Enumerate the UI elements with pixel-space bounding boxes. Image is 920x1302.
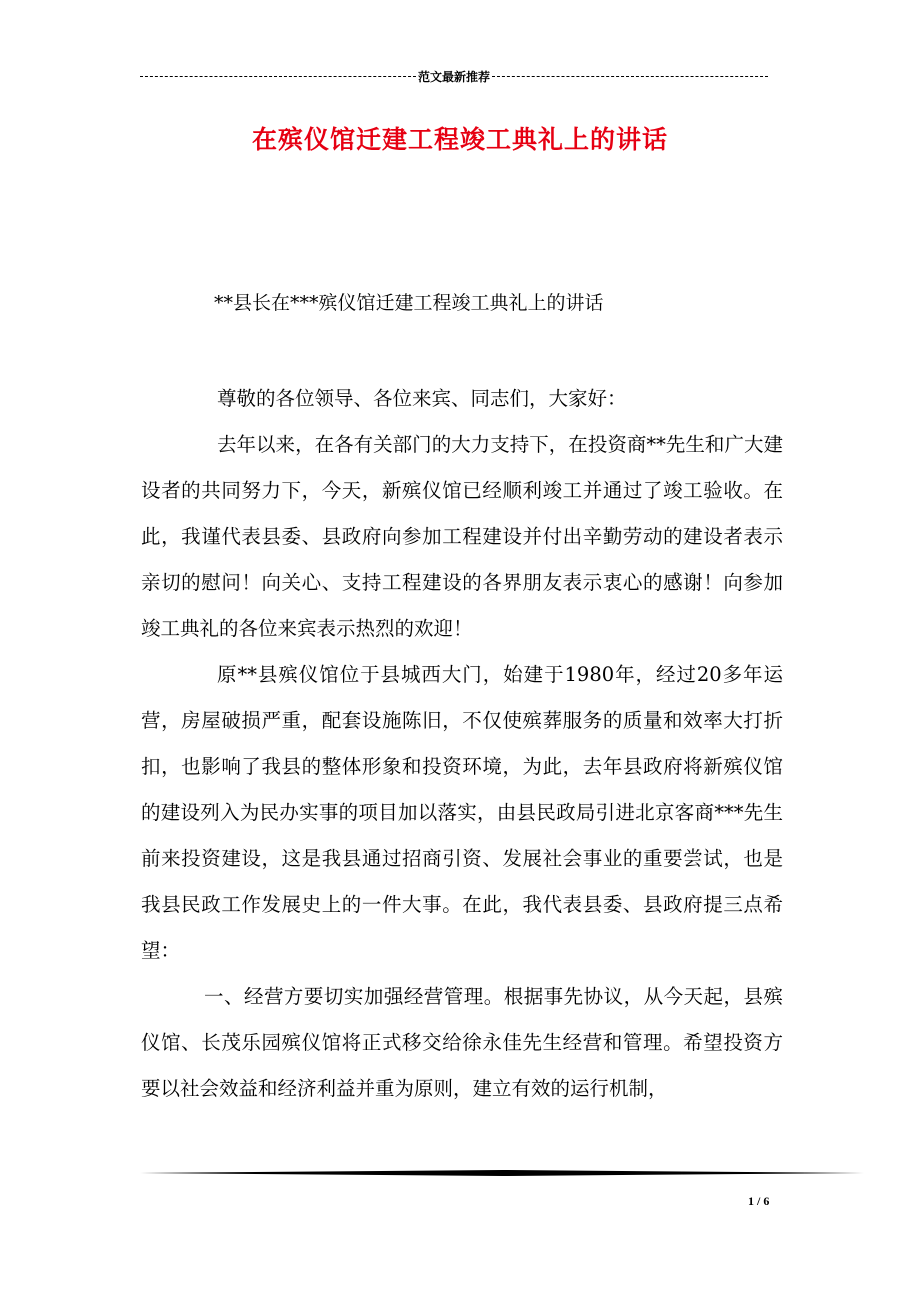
document-subtitle: **县长在***殡仪馆迁建工程竣工典礼上的讲话 bbox=[214, 292, 604, 314]
document-title: 在殡仪馆迁建工程竣工典礼上的讲话 bbox=[251, 125, 668, 154]
document-body bbox=[141, 376, 783, 1112]
body-paragraph: 去年以来，在各有关部门的大力支持下，在投资商**先生和广大建设者的共同努力下，今天，新殡仪馆已经顺利竣工并通过了竣工验收。在此，我谨代表县委、县政府向参加工程建设并付出辛勤劳动的建设者表示亲切的慰问！向关心、支持工程建设的各界朋友表示衷心的感谢！向参加竣工典礼的各位来宾表示热烈的欢迎！ bbox=[141, 433, 783, 640]
header-dashed-line-left bbox=[140, 76, 416, 77]
header-dashed-line-right bbox=[492, 76, 768, 77]
page-number: 1 / 6 bbox=[748, 1194, 770, 1208]
footer-divider bbox=[140, 1170, 864, 1176]
page-header bbox=[140, 66, 768, 86]
body-paragraph: 原**县殡仪馆位于县城西大门，始建于1980年，经过20多年运营，房屋破损严重，配套设施陈旧，不仅使殡葬服务的质量和效率大打折扣，也影响了我县的整体形象和投资环境，为此，去年县政府将新殡仪馆的建设列入为民办实事的项目加以落实，由县民政局引进北京客商***先生前来投资建设，这是我县通过招商引资、发展社会事业的重要尝试，也是我县民政工作发展史上的一件大事。在此，我代表县委、县政府提三点希望： bbox=[141, 663, 783, 962]
header-label: 范文最新推荐 bbox=[418, 69, 491, 84]
greeting-line: 尊敬的各位领导、各位来宾、同志们，大家好： bbox=[217, 387, 627, 410]
body-paragraph: 一、经营方要切实加强经营管理。根据事先协议，从今天起，县殡仪馆、长茂乐园殡仪馆将正式移交给徐永佳先生经营和管理。希望投资方要以社会效益和经济利益并重为原则，建立有效的运行机制， bbox=[141, 985, 783, 1100]
